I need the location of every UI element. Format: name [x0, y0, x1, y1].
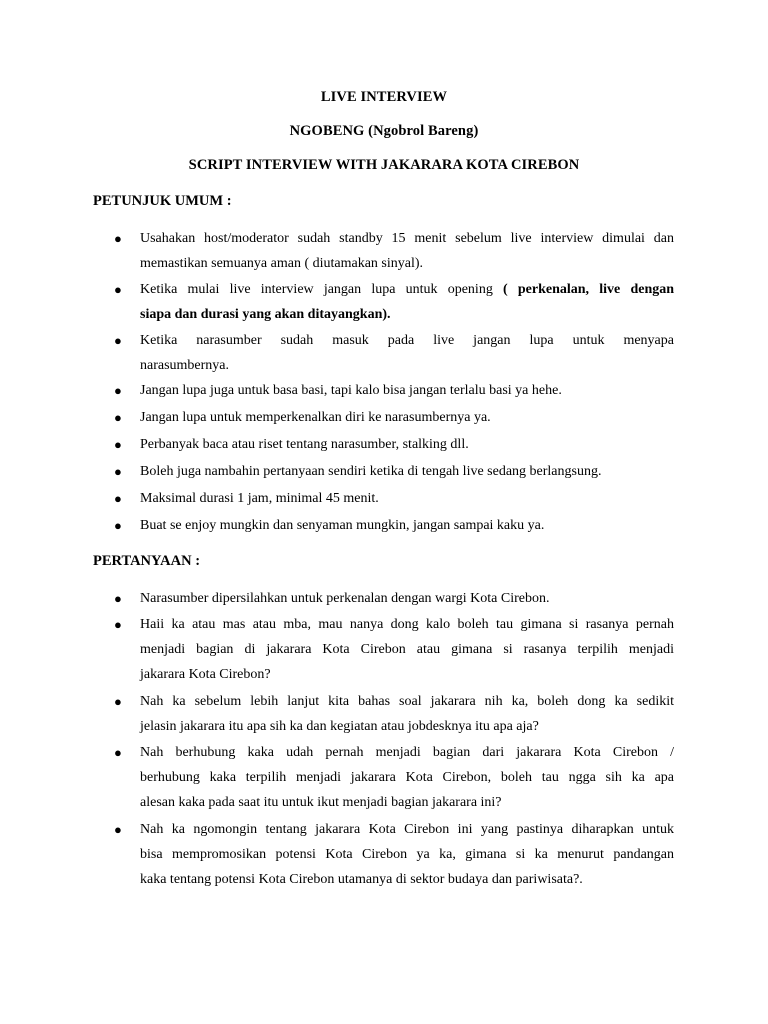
list-item-line: Ketika narasumber sudah masuk pada live jangan lupa untuk menyapa	[140, 333, 674, 348]
list-item-text	[140, 277, 674, 327]
list-item-text	[140, 689, 674, 739]
list-item-line: berhubung kaka terpilih menjadi jakarara Kota Cirebon, boleh tau ngga sih ka apa	[140, 770, 674, 785]
bullet-icon: ●	[114, 464, 122, 479]
list-item-line: Boleh juga nambahin pertanyaan sendiri ketika di tengah live sedang berlangsung.	[140, 464, 602, 479]
list-item-line: alesan kaka pada saat itu untuk ikut menjadi bagian jakarara ini?	[140, 795, 502, 810]
document-script-title: SCRIPT INTERVIEW WITH JAKARARA KOTA CIREBON	[188, 157, 580, 173]
list-item-text	[140, 226, 674, 276]
list-item-line: Nah berhubung kaka udah pernah menjadi bagian dari jakarara Kota Cirebon /	[140, 745, 674, 760]
document-subtitle: NGOBENG (Ngobrol Bareng)	[289, 123, 479, 139]
list-item-line: Nah ka sebelum lebih lanjut kita bahas soal jakarara nih ka, boleh dong ka sedikit	[140, 694, 674, 709]
list-item-line-regular: Ketika mulai live interview jangan lupa untuk opening	[140, 282, 493, 297]
list-item-text	[140, 612, 674, 687]
list-item-line: kaka tentang potensi Kota Cirebon utamanya di sektor budaya dan pariwisata?.	[140, 872, 583, 887]
list-item-line: Haii ka atau mas atau mba, mau nanya dong kalo boleh tau gimana si rasanya pernah	[140, 617, 674, 632]
list-item-text	[140, 405, 674, 430]
list-item-text	[140, 817, 674, 892]
list-item-line: jelasin jakarara itu apa sih ka dan kegiatan atau jobdesknya itu apa aja?	[140, 719, 539, 734]
list-item-line-bold: siapa dan durasi yang akan ditayangkan).	[140, 307, 391, 322]
list-item-line: menjadi bagian di jakarara Kota Cirebon atau gimana si rasanya terpilih menjadi	[140, 642, 674, 657]
bullet-icon: ●	[114, 617, 122, 632]
list-item-text	[140, 328, 674, 378]
list-item-line: Jangan lupa juga untuk basa basi, tapi kalo bisa jangan terlalu basi ya hehe.	[140, 383, 562, 398]
list-item-line	[140, 302, 674, 327]
list-item-text	[140, 378, 674, 403]
document-title: LIVE INTERVIEW	[320, 89, 448, 105]
bullet-icon: ●	[114, 282, 122, 297]
bullet-icon: ●	[114, 333, 122, 348]
list-item-text	[140, 459, 674, 484]
list-item-line: Perbanyak baca atau riset tentang narasumber, stalking dll.	[140, 437, 469, 452]
list-item-line: bisa mempromosikan potensi Kota Cirebon ya ka, gimana si ka menurut pandangan	[140, 847, 674, 862]
section-heading-petunjuk-umum: PETUNJUK UMUM :	[93, 193, 232, 209]
bullet-icon: ●	[114, 822, 122, 837]
list-item-line	[140, 277, 674, 302]
list-item-text	[140, 586, 674, 611]
list-item-line: Jangan lupa untuk memperkenalkan diri ke narasumbernya ya.	[140, 410, 491, 425]
bullet-icon: ●	[114, 694, 122, 709]
list-item-line: jakarara Kota Cirebon?	[140, 667, 271, 682]
list-item-line: Usahakan host/moderator sudah standby 15 menit sebelum live interview dimulai dan	[140, 231, 674, 246]
bullet-icon: ●	[114, 491, 122, 506]
bullet-icon: ●	[114, 591, 122, 606]
list-item-line: Buat se enjoy mungkin dan senyaman mungkin, jangan sampai kaku ya.	[140, 518, 545, 533]
bullet-icon: ●	[114, 745, 122, 760]
bullet-icon: ●	[114, 410, 122, 425]
bullet-icon: ●	[114, 518, 122, 533]
list-item-text	[140, 432, 674, 457]
list-item-text	[140, 486, 674, 511]
list-item-text	[140, 740, 674, 815]
list-item-line: memastikan semuanya aman ( diutamakan sinyal).	[140, 256, 424, 271]
section-heading-pertanyaan: PERTANYAAN :	[93, 553, 201, 569]
bullet-icon: ●	[114, 231, 122, 246]
list-item-line-bold: ( perkenalan, live dengan	[503, 282, 675, 297]
bullet-icon: ●	[114, 383, 122, 398]
list-item-line: Nah ka ngomongin tentang jakarara Kota Cirebon ini yang pastinya diharapkan untuk	[140, 822, 674, 837]
list-item-line: Narasumber dipersilahkan untuk perkenalan dengan wargi Kota Cirebon.	[140, 591, 550, 606]
list-item-line: narasumbernya.	[140, 358, 230, 373]
bullet-icon: ●	[114, 437, 122, 452]
list-item-text	[140, 513, 674, 538]
list-item-line: Maksimal durasi 1 jam, minimal 45 menit.	[140, 491, 379, 506]
